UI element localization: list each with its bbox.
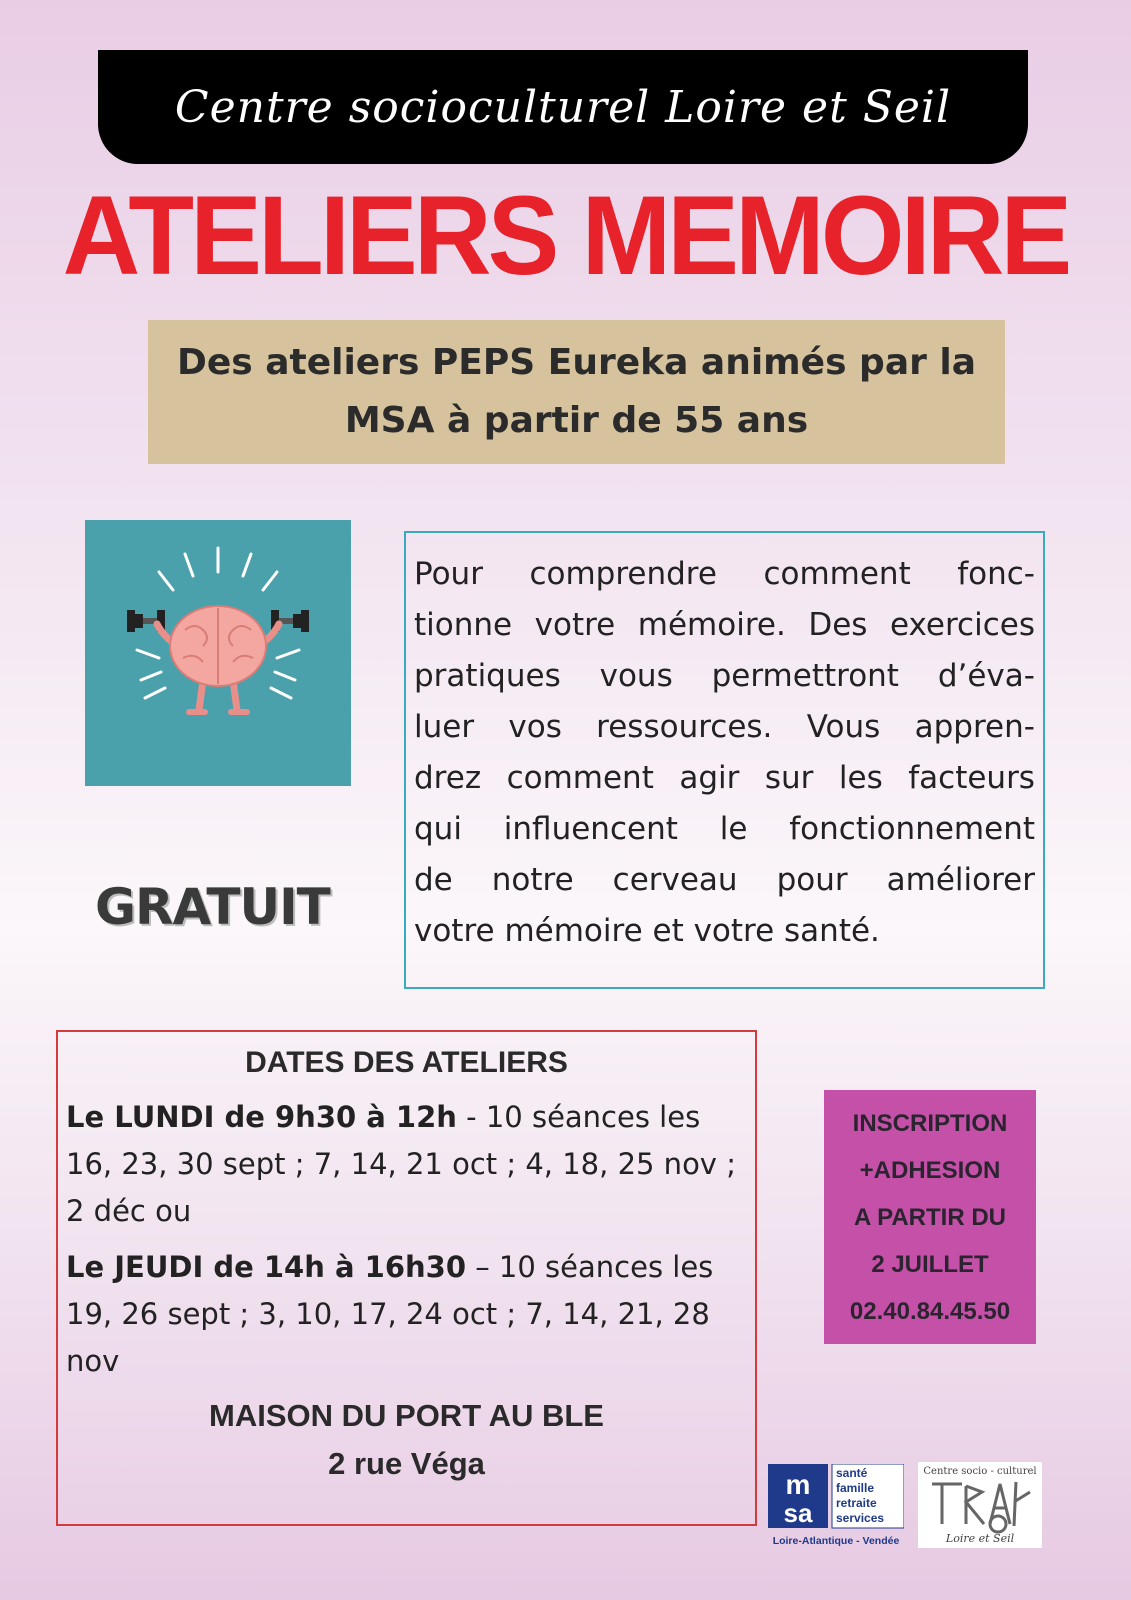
description-word: fonctionnement bbox=[789, 811, 1035, 847]
description-line bbox=[414, 549, 1035, 600]
centre-logo-top-text: Centre socio - culturel bbox=[923, 1466, 1037, 1477]
description-word: améliorer bbox=[886, 862, 1035, 898]
description-word: permettront bbox=[711, 658, 899, 694]
description-box bbox=[404, 531, 1045, 989]
description-word: de bbox=[414, 862, 453, 898]
page-title: ATELIERS MEMOIRE bbox=[62, 173, 1069, 298]
brain-lifting-dumbbells-icon bbox=[85, 520, 351, 786]
schedule-monday bbox=[66, 1094, 746, 1235]
inscription-line: INSCRIPTION bbox=[852, 1109, 1008, 1137]
description-word: cerveau bbox=[612, 862, 738, 898]
description-word: vous bbox=[599, 658, 673, 694]
description-word: appren- bbox=[914, 709, 1035, 745]
description-line bbox=[414, 855, 1035, 906]
inscription-box bbox=[824, 1090, 1036, 1344]
inscription-line: 2 JUILLET bbox=[871, 1250, 989, 1278]
header-banner bbox=[98, 50, 1028, 164]
description-word: comment bbox=[763, 556, 911, 592]
description-word: fonc- bbox=[957, 556, 1035, 592]
description-word: votre bbox=[534, 607, 616, 643]
centre-socioculturel-logo bbox=[918, 1462, 1042, 1548]
msa-tagline: santé bbox=[836, 1466, 868, 1480]
description-word: pratiques bbox=[414, 658, 561, 694]
description-word: luer bbox=[414, 709, 475, 745]
description-line bbox=[414, 906, 1035, 957]
description-line bbox=[414, 651, 1035, 702]
description-line bbox=[414, 702, 1035, 753]
subtitle-line-2: MSA à partir de 55 ans bbox=[344, 400, 809, 441]
description-word: influencent bbox=[503, 811, 678, 847]
inscription-line: +ADHESION bbox=[859, 1156, 1001, 1184]
inscription-line: A PARTIR DU bbox=[854, 1203, 1006, 1231]
description-word: facteurs bbox=[908, 760, 1035, 796]
description-word: les bbox=[838, 760, 883, 796]
dates-heading: DATES DES ATELIERS bbox=[245, 1046, 568, 1079]
description-word: pour bbox=[776, 862, 848, 898]
description-word: notre bbox=[491, 862, 574, 898]
subtitle-line-1: Des ateliers PEPS Eureka animés par la bbox=[176, 342, 977, 383]
description-word: tionne bbox=[414, 607, 513, 643]
description-word: comprendre bbox=[529, 556, 717, 592]
msa-tagline: famille bbox=[836, 1481, 875, 1495]
description-line bbox=[414, 753, 1035, 804]
dates-box bbox=[56, 1030, 757, 1526]
description-word: qui bbox=[414, 811, 462, 847]
description-word: Vous bbox=[806, 709, 881, 745]
description-word: ressources. bbox=[596, 709, 773, 745]
schedule-monday-sessions: - 10 séances les 16, 23, 30 sept ; 7, 14, 21 oct ; 4, 18, 25 nov ; 2 déc ou bbox=[66, 1100, 736, 1228]
msa-letters-m: m bbox=[785, 1469, 811, 1500]
description-line bbox=[414, 804, 1035, 855]
description-word: Des bbox=[808, 607, 868, 643]
description-word: agir bbox=[679, 760, 740, 796]
venue-address: 2 rue Véga bbox=[328, 1446, 485, 1481]
description-word: d’éva- bbox=[937, 658, 1035, 694]
description-word: sur bbox=[764, 760, 814, 796]
free-label: GRATUIT bbox=[95, 878, 330, 936]
centre-logo-bottom-text: Loire et Seil bbox=[945, 1532, 1015, 1545]
description-word: votre mémoire et votre santé. bbox=[414, 913, 880, 949]
inscription-phone: 02.40.84.45.50 bbox=[849, 1297, 1011, 1325]
schedule-thursday bbox=[66, 1244, 746, 1385]
venue-name: MAISON DU PORT AU BLE bbox=[209, 1398, 604, 1433]
schedule-thursday-sessions: – 10 séances les 19, 26 sept ; 3, 10, 17, 24 oct ; 7, 14, 21, 28 nov bbox=[66, 1250, 714, 1378]
msa-tagline: retraite bbox=[836, 1496, 877, 1510]
description-word: drez bbox=[414, 760, 482, 796]
msa-letters-sa: sa bbox=[783, 1498, 813, 1528]
description-word: mémoire. bbox=[637, 607, 786, 643]
description-word: vos bbox=[508, 709, 562, 745]
schedule-thursday-time: Le JEUDI de 14h à 16h30 bbox=[66, 1250, 466, 1284]
schedule-monday-time: Le LUNDI de 9h30 à 12h bbox=[66, 1100, 457, 1134]
description-word: exercices bbox=[889, 607, 1035, 643]
description-word: Pour bbox=[414, 556, 483, 592]
description-word: comment bbox=[506, 760, 654, 796]
description-text bbox=[414, 549, 1035, 957]
msa-tagline: services bbox=[836, 1511, 885, 1525]
subtitle-box bbox=[148, 320, 1005, 464]
msa-region: Loire-Atlantique - Vendée bbox=[772, 1535, 900, 1547]
description-word: le bbox=[719, 811, 748, 847]
description-line bbox=[414, 600, 1035, 651]
msa-logo bbox=[768, 1464, 904, 1548]
organization-name: Centre socioculturel Loire et Seil bbox=[174, 81, 952, 133]
